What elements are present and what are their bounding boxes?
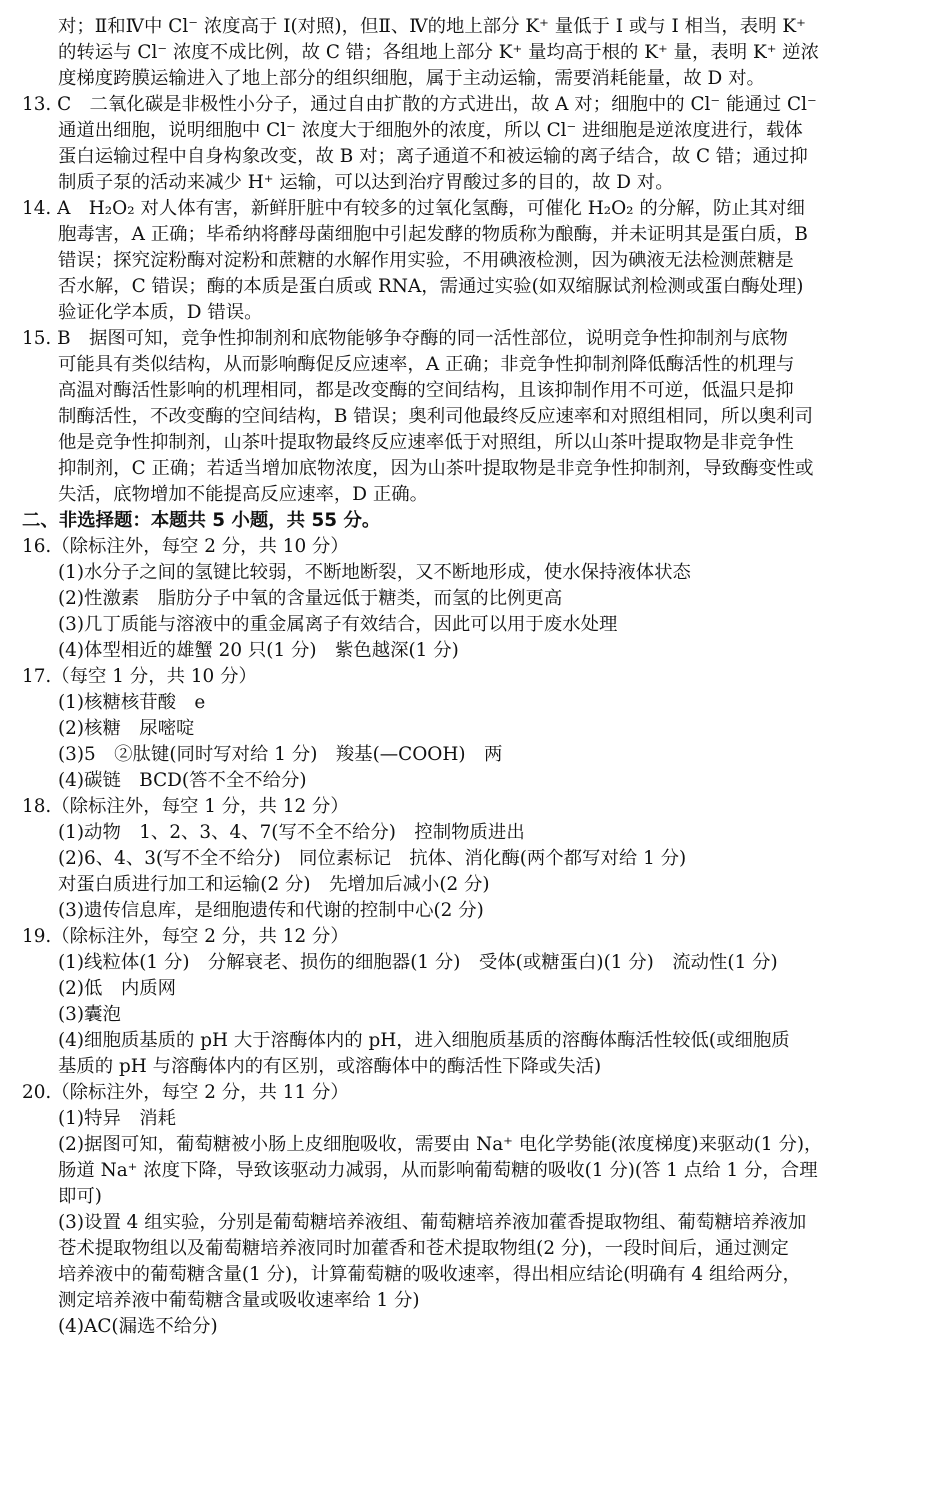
text-line: (1)特异 消耗 bbox=[58, 1108, 177, 1129]
text-line: (1)动物 1、2、3、4、7(写不全不给分) 控制物质进出 bbox=[58, 822, 525, 843]
text-line: 制质子泵的活动来减少 H⁺ 运输，可以达到治疗胃酸过多的目的，故 D 对。 bbox=[58, 172, 674, 193]
text-line: 测定培养液中葡萄糖含量或吸收速率给 1 分) bbox=[58, 1290, 420, 1311]
text-line: 16.（除标注外，每空 2 分，共 10 分） bbox=[22, 536, 349, 557]
text-line: 苍术提取物组以及葡萄糖培养液同时加藿香和苍术提取物组(2 分)，一段时间后，通过测定 bbox=[58, 1238, 789, 1259]
text-line: (4)碳链 BCD(答不全不给分) bbox=[58, 770, 307, 791]
text-line: 制酶活性，不改变酶的空间结构，B 错误；奥利司他最终反应速率和对照组相同，所以奥利司 bbox=[58, 406, 813, 427]
text-line: (3)几丁质能与溶液中的重金属离子有效结合，因此可以用于废水处理 bbox=[58, 614, 618, 635]
text-line: (2)低 内质网 bbox=[58, 978, 177, 999]
section-heading: 二、非选择题：本题共 5 小题，共 55 分。 bbox=[22, 510, 381, 531]
text-line: (2)核糖 尿嘧啶 bbox=[58, 718, 195, 739]
text-line: 蛋白运输过程中自身构象改变，故 B 对；离子通道不和被运输的离子结合，故 C 错；通过抑 bbox=[58, 146, 808, 167]
text-line: (1)线粒体(1 分) 分解衰老、损伤的细胞器(1 分) 受体(或糖蛋白)(1 分) 流动性(1 分) bbox=[58, 952, 778, 973]
text-line: 错误；探究淀粉酶对淀粉和蔗糖的水解作用实验，不用碘液检测，因为碘液无法检测蔗糖是 bbox=[58, 250, 794, 271]
text-line: (3)设置 4 组实验，分别是葡萄糖培养液组、葡萄糖培养液加藿香提取物组、葡萄糖培养液加 bbox=[58, 1212, 807, 1233]
text-line: 可能具有类似结构，从而影响酶促反应速率，A 正确；非竞争性抑制剂降低酶活性的机理与 bbox=[58, 354, 795, 375]
text-line: 18.（除标注外，每空 1 分，共 12 分） bbox=[22, 796, 349, 817]
text-line: 对；Ⅱ和Ⅳ中 Cl⁻ 浓度高于 I(对照)，但Ⅱ、Ⅳ的地上部分 K⁺ 量低于 I 或与 I 相当，表明 K⁺ bbox=[58, 16, 806, 37]
text-line: 即可) bbox=[58, 1186, 102, 1207]
text-line: (3)5 ②肽键(同时写对给 1 分) 羧基(—COOH) 两 bbox=[58, 744, 503, 765]
text-line: 19.（除标注外，每空 2 分，共 12 分） bbox=[22, 926, 349, 947]
text-line: 20.（除标注外，每空 2 分，共 11 分） bbox=[22, 1082, 349, 1103]
text-line: 度梯度跨膜运输进入了地上部分的组织细胞，属于主动运输，需要消耗能量，故 D 对。 bbox=[58, 68, 765, 89]
text-line: (2)性激素 脂肪分子中氧的含量远低于糖类，而氢的比例更高 bbox=[58, 588, 563, 609]
text-line: (2)6、4、3(写不全不给分) 同位素标记 抗体、消化酶(两个都写对给 1 分) bbox=[58, 848, 687, 869]
text-line: 通道出细胞，说明细胞中 Cl⁻ 浓度大于细胞外的浓度，所以 Cl⁻ 进细胞是逆浓度进行，载体 bbox=[58, 120, 803, 141]
text-line: 抑制剂，C 正确；若适当增加底物浓度，因为山茶叶提取物是非竞争性抑制剂，导致酶变性或 bbox=[58, 458, 814, 479]
text-line: 胞毒害，A 正确；毕希纳将酵母菌细胞中引起发酵的物质称为酿酶，并未证明其是蛋白质，B bbox=[58, 224, 808, 245]
answer-page bbox=[22, 14, 934, 1340]
text-line: (1)水分子之间的氢键比较弱，不断地断裂，又不断地形成，使水保持液体状态 bbox=[58, 562, 691, 583]
text-line: 基质的 pH 与溶酶体内的有区别，或溶酶体中的酶活性下降或失活) bbox=[58, 1056, 602, 1077]
text-line: (3)囊泡 bbox=[58, 1004, 121, 1025]
text-line: (1)核糖核苷酸 e bbox=[58, 692, 206, 713]
text-line: 17.（每空 1 分，共 10 分） bbox=[22, 666, 257, 687]
text-line: (2)据图可知，葡萄糖被小肠上皮细胞吸收，需要由 Na⁺ 电化学势能(浓度梯度)来驱动(1 分)， bbox=[58, 1134, 823, 1155]
text-line: 14. A H₂O₂ 对人体有害，新鲜肝脏中有较多的过氧化氢酶，可催化 H₂O₂ 的分解，防止其对细 bbox=[22, 198, 805, 219]
text-line: (4)体型相近的雄蟹 20 只(1 分) 紫色越深(1 分) bbox=[58, 640, 459, 661]
text-line: 验证化学本质，D 错误。 bbox=[58, 302, 263, 323]
text-line: 的转运与 Cl⁻ 浓度不成比例，故 C 错；各组地上部分 K⁺ 量均高于根的 K⁺ 量，表明 K⁺ 逆浓 bbox=[58, 42, 820, 63]
text-line: 培养液中的葡萄糖含量(1 分)，计算葡萄糖的吸收速率，得出相应结论(明确有 4 组给两分， bbox=[58, 1264, 801, 1285]
text-line: (4)AC(漏选不给分) bbox=[58, 1316, 218, 1337]
text-line: 否水解，C 错误；酶的本质是蛋白质或 RNA，需通过实验(如双缩脲试剂检测或蛋白酶处理) bbox=[58, 276, 804, 297]
text-line: 15. B 据图可知，竞争性抑制剂和底物能够争夺酶的同一活性部位，说明竞争性抑制剂与底物 bbox=[22, 328, 788, 349]
text-line: (3)遗传信息库，是细胞遗传和代谢的控制中心(2 分) bbox=[58, 900, 484, 921]
text-line: (4)细胞质基质的 pH 大于溶酶体内的 pH，进入细胞质基质的溶酶体酶活性较低(或细胞质 bbox=[58, 1030, 790, 1051]
text-line: 失活，底物增加不能提高反应速率，D 正确。 bbox=[58, 484, 429, 505]
text-line: 13. C 二氧化碳是非极性小分子，通过自由扩散的方式进出，故 A 对；细胞中的 Cl⁻ 能通过 Cl⁻ bbox=[22, 94, 817, 115]
text-line: 肠道 Na⁺ 浓度下降，导致该驱动力减弱，从而影响葡萄糖的吸收(1 分)(答 1 点给 1 分，合理 bbox=[58, 1160, 818, 1181]
text-line: 高温对酶活性影响的机理相同，都是改变酶的空间结构，且该抑制作用不可逆，低温只是抑 bbox=[58, 380, 794, 401]
text-line: 他是竞争性抑制剂，山茶叶提取物最终反应速率低于对照组，所以山茶叶提取物是非竞争性 bbox=[58, 432, 794, 453]
text-line: 对蛋白质进行加工和运输(2 分) 先增加后减小(2 分) bbox=[58, 874, 490, 895]
